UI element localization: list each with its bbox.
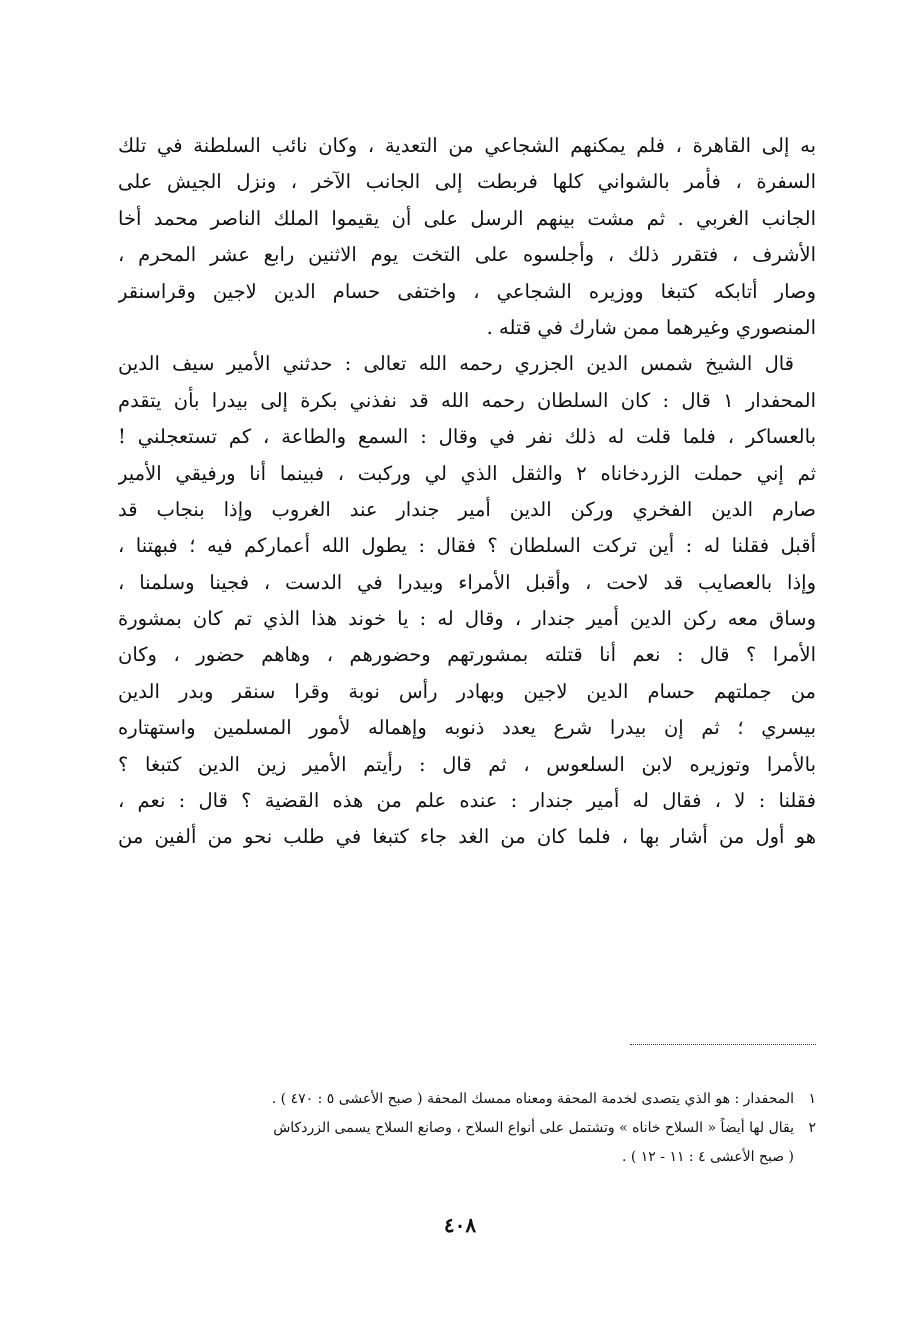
footnote-2-text: يقال لها أيضاً « السلاح خاناه » وتشتمل على أنواع السلاح ، وصانع السلاح يسمى الزردكاش — [273, 1120, 794, 1136]
text-line-6: المنصوري وغيرهما ممن شارك في قتله . — [486, 315, 816, 339]
footnote-1-text: المحفدار : هو الذي يتصدى لخدمة المحفة ومعناه ممسك المحفة ( صبح الأعشى ٥ : ٤٧٠ ) . — [271, 1091, 794, 1107]
footnotes-block — [118, 1085, 816, 1172]
text-line-13: وإذا بالعصايب قد لاحت ، وأقبل الأمراء وبيدرا في الدست ، فجينا وسلمنا ، — [118, 570, 816, 594]
footnote-separator — [630, 1044, 816, 1045]
footnote-2 — [118, 1114, 816, 1143]
text-line-1: به إلى القاهرة ، فلم يمكنهم الشجاعي من التعدية ، وكان نائب السلطنة في تلك — [118, 134, 816, 157]
text-line-18: بالأمرا وتوزيره لابن السلعوس ، ثم قال : رأيتم الأمير زين الدين كتبغا ؟ — [118, 752, 816, 776]
text-line-14: وساق معه ركن الدين أمير جندار ، وقال له : يا خوند هذا الذي تم كان بمشورة — [118, 607, 816, 631]
text-line-12: أقبل فقلنا له : أين تركت السلطان ؟ فقال : يطول الله أعماركم فيه ؛ فبهتنا ، — [118, 534, 816, 558]
text-line-20: هو أول من أشار بها ، فلما كان من الغد جاء كتبغا في طلب نحو من ألفين من — [118, 825, 816, 849]
main-text-block — [118, 128, 816, 856]
footnote-1 — [118, 1085, 816, 1114]
text-line-19: فقلنا : لا ، فقال له أمير جندار : عنده علم من هذه القضية ؟ قال : نعم ، — [118, 789, 816, 813]
text-line-7: قال الشيخ شمس الدين الجزري رحمه الله تعالى : حدثني الأمير سيف الدين — [118, 352, 794, 376]
text-line-5: وصار أتابكه كتبغا ووزيره الشجاعي ، واختفى حسام الدين لاجين وقراسنقر — [118, 279, 816, 303]
text-line-10: ثم إني حملت الزردخاناه ٢ والثقل الذي لي وركبت ، فبينما أنا ورفيقي الأمير — [118, 461, 816, 485]
text-line-11: صارم الدين الفخري وركن الدين أمير جندار عند الغروب وإذا بنجاب قد — [118, 497, 816, 521]
text-line-4: الأشرف ، فتقرر ذلك ، وأجلسوه على التخت يوم الاثنين رابع عشر المحرم ، — [118, 243, 816, 267]
text-line-3: الجانب الغربي . ثم مشت بينهم الرسل على أن يقيموا الملك الناصر محمد أخا — [118, 206, 816, 230]
footnote-2-number: ٢ — [808, 1120, 816, 1136]
text-line-17: بيسري ؛ ثم إن بيدرا شرع يعدد ذنوبه وإهماله لأمور المسلمين واستهتاره — [118, 716, 816, 740]
text-line-8: المحفدار ١ قال : كان السلطان رحمه الله قد نفذني بكرة إلى بيدرا بأن يتقدم — [118, 388, 816, 412]
footnote-1-number: ١ — [808, 1091, 816, 1107]
text-line-2: السفرة ، فأمر بالشواني كلها فربطت إلى الجانب الآخر ، ونزل الجيش على — [118, 170, 816, 194]
page-number: ٤٠٨ — [443, 1213, 477, 1237]
footnote-2-continuation: ( صبح الأعشى ٤ : ١١ - ١٢ ) . — [621, 1149, 794, 1165]
text-line-15: الأمرا ؟ قال : نعم أنا قتلته بمشورتهم وحضورهم ، وهاهم حضور ، وكان — [118, 643, 816, 667]
text-line-16: من جملتهم حسام الدين لاجين وبهادر رأس نوبة وقرا سنقر وبدر الدين — [118, 679, 816, 703]
text-line-9: بالعساكر ، فلما قلت له ذلك نفر في وقال : السمع والطاعة ، كم تستعجلني ! — [118, 425, 816, 449]
